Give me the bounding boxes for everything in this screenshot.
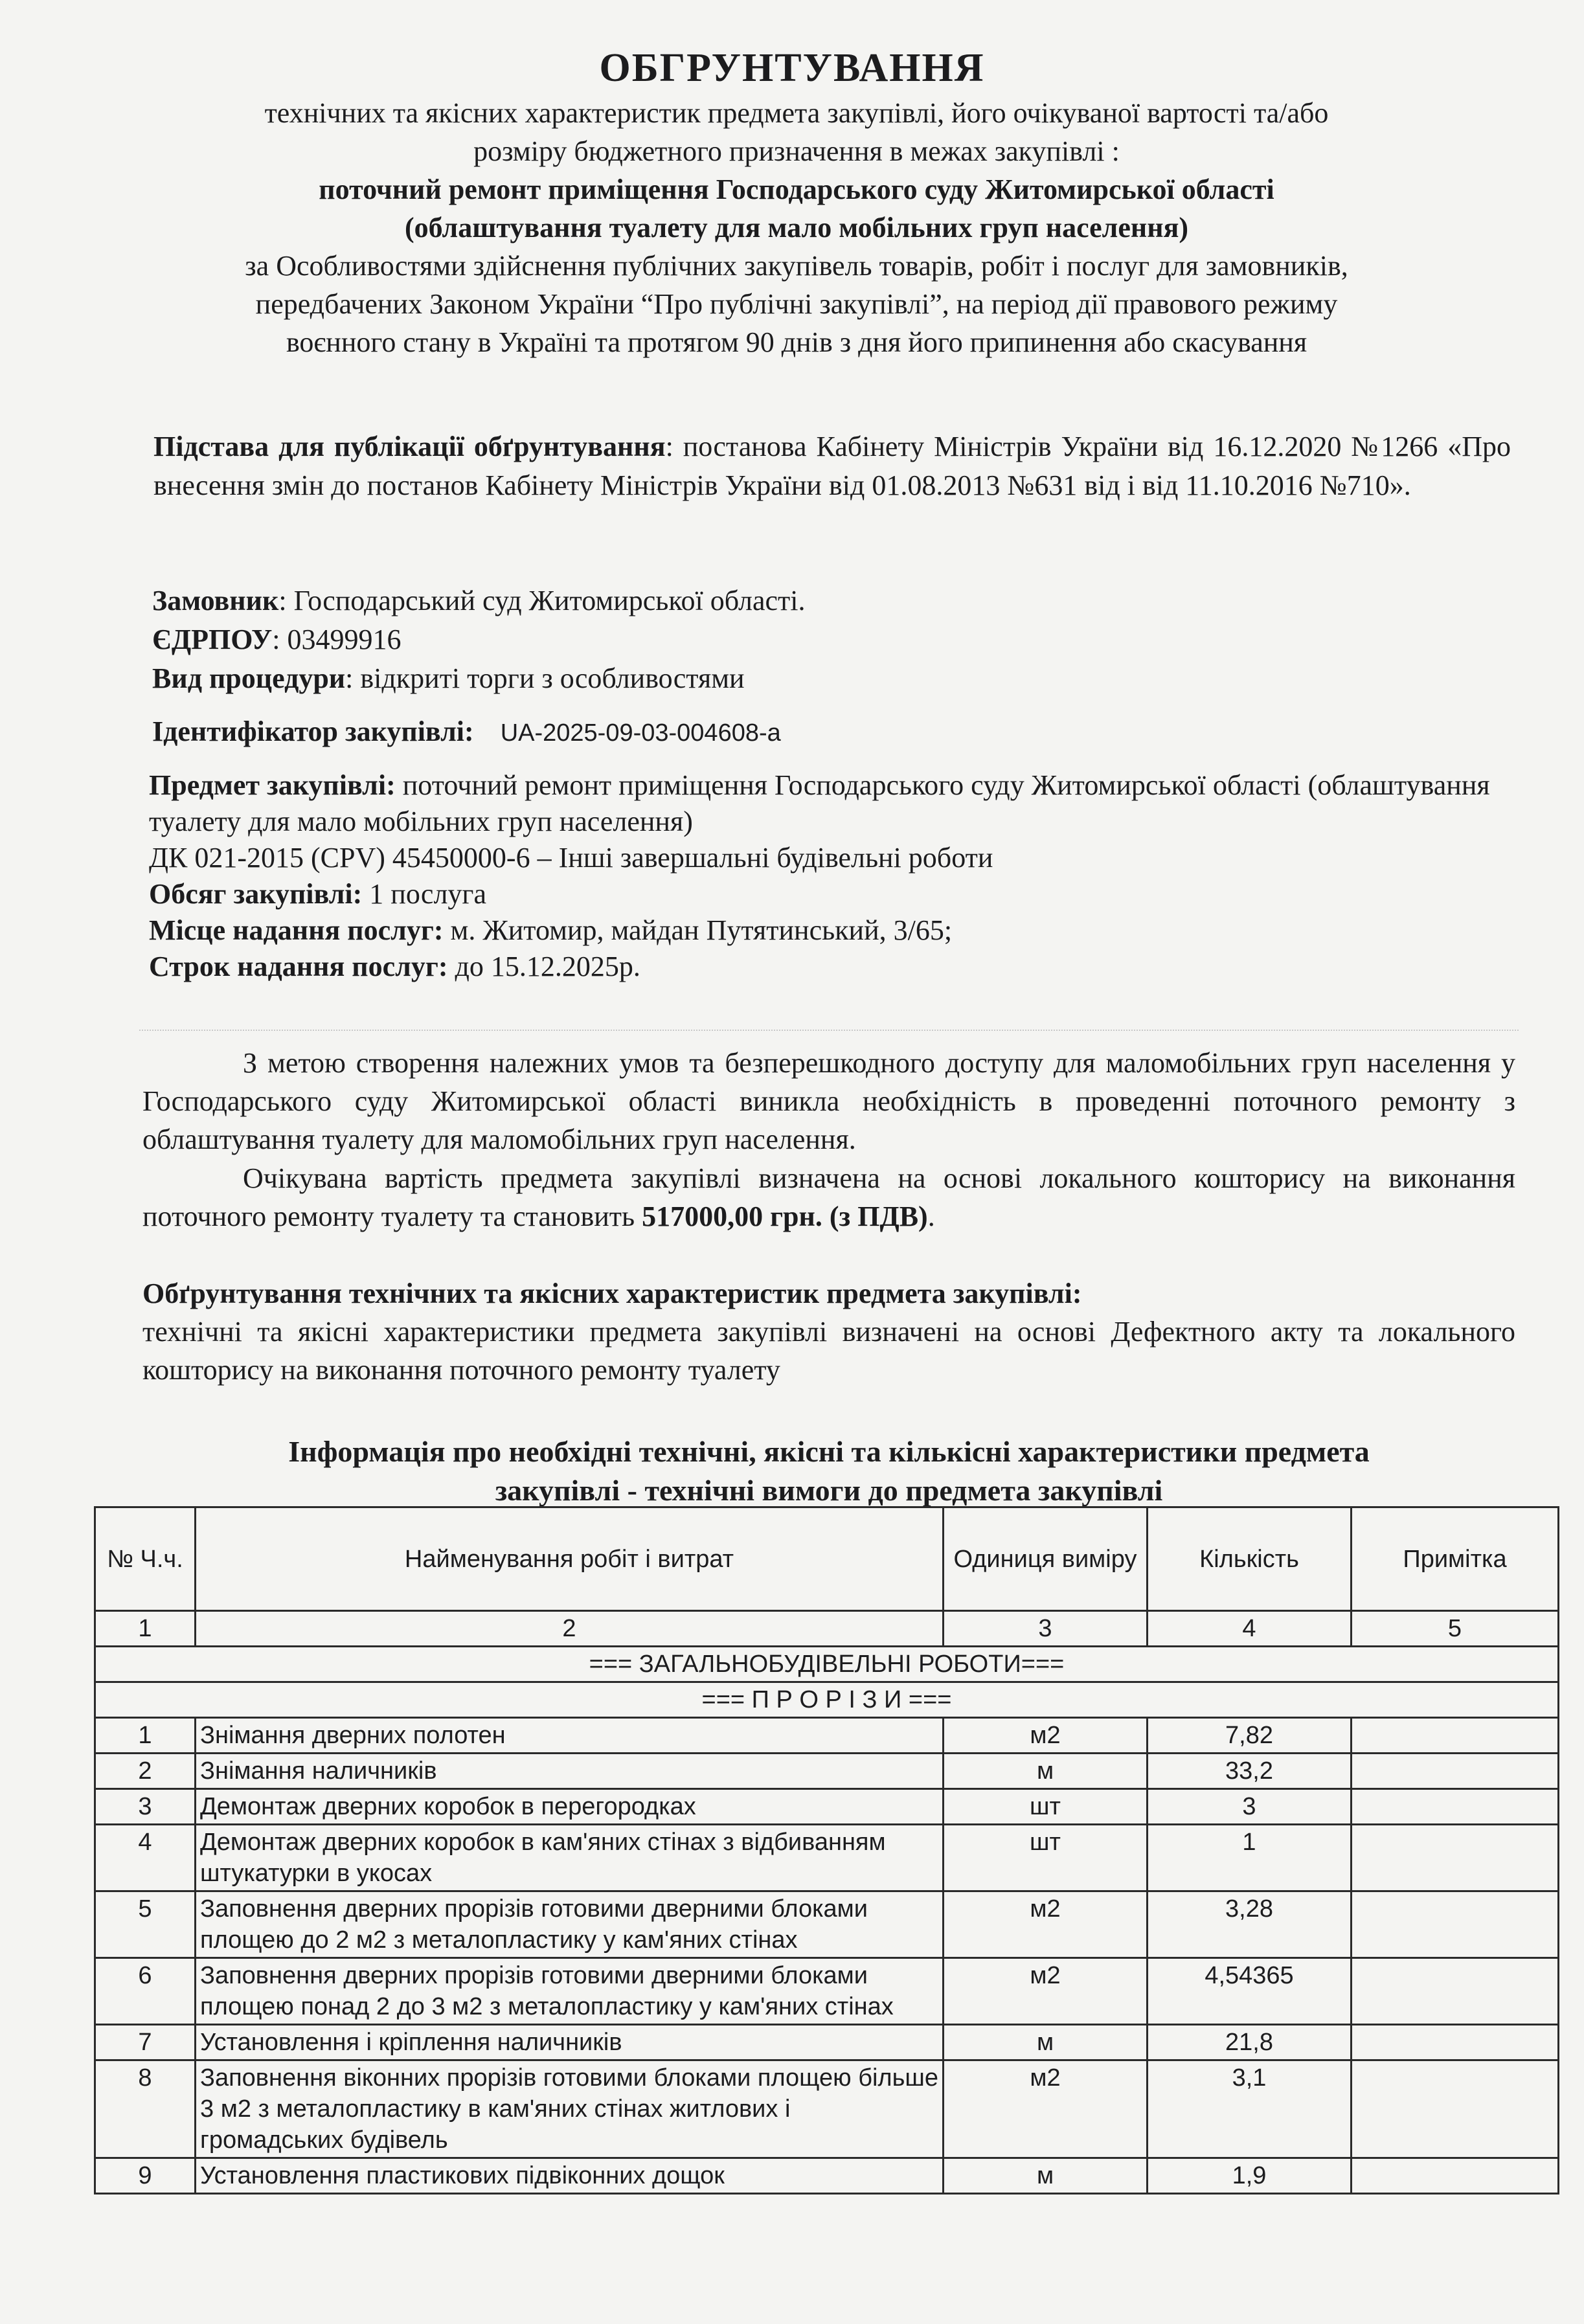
term-value: до 15.12.2025р.: [447, 951, 640, 982]
identifier-label: Ідентифікатор закупівлі:: [152, 716, 474, 747]
header-subject-line-2: (облаштування туалету для мало мобільних груп населення): [404, 212, 1189, 243]
col-number-1: 1: [95, 1611, 196, 1647]
place-line: [149, 912, 1515, 949]
row-unit: м2: [944, 1891, 1148, 1958]
row-qty: 3,1: [1148, 2060, 1352, 2158]
row-name: Демонтаж дверних коробок в кам'яних стінах з відбиванням штукатурки в укосах: [196, 1825, 944, 1891]
subject-info: [149, 767, 1515, 985]
header-unit: Одиниця виміру: [944, 1507, 1148, 1611]
row-number: 6: [95, 1958, 196, 2025]
justification-block: [142, 1274, 1515, 1389]
row-qty: 3: [1148, 1789, 1352, 1825]
term-line: [149, 949, 1515, 985]
section-row: [95, 1682, 1559, 1718]
volume-value: 1 послуга: [362, 878, 486, 910]
table-title-line-1: Інформація про необхідні технічні, якісні та кількісні характеристики предмета: [288, 1435, 1370, 1468]
row-qty: 1,9: [1148, 2158, 1352, 2194]
header-line-1: технічних та якісних характеристик предмета закупівлі, його очікуваної вартості та/або: [264, 97, 1329, 129]
row-number: 7: [95, 2025, 196, 2060]
row-note: [1352, 1789, 1559, 1825]
section-openings: === П Р О Р І З И ===: [95, 1682, 1559, 1718]
row-note: [1352, 1754, 1559, 1789]
procedure-label: Вид процедури: [152, 662, 346, 694]
table-row: [95, 1754, 1559, 1789]
subject-line: [149, 767, 1515, 840]
row-note: [1352, 2025, 1559, 2060]
table-row: [95, 1718, 1559, 1754]
header-num: № Ч.ч.: [95, 1507, 196, 1611]
identifier-line: [152, 712, 1512, 752]
basis-paragraph: [153, 427, 1511, 505]
row-qty: 1: [1148, 1825, 1352, 1891]
row-name: Знімання дверних полотен: [196, 1718, 944, 1754]
procedure-value: : відкриті торги з особливостями: [345, 662, 745, 694]
term-label: Строк надання послуг:: [149, 951, 448, 982]
row-unit: м2: [944, 2060, 1148, 2158]
col-number-5: 5: [1352, 1611, 1559, 1647]
section-general: === ЗАГАЛЬНОБУДІВЕЛЬНІ РОБОТИ===: [95, 1647, 1559, 1682]
basis-text: : постанова Кабінету Міністрів України від 16.12.2020 №1266 «Про внесення змін до постанов Кабінету Міністрів України від 01.08.2013 №631 від і від 11.10.2016 №710».: [153, 431, 1511, 501]
header-line-4: передбачених Законом України “Про публічні закупівлі”, на період дії правового режиму: [255, 288, 1338, 320]
place-value: м. Житомир, майдан Путятинський, 3/65;: [443, 914, 953, 946]
row-number: 3: [95, 1789, 196, 1825]
table-title-line-2: закупівлі - технічні вимоги до предмета закупівлі: [495, 1474, 1163, 1507]
place-label: Місце надання послуг:: [149, 914, 444, 946]
row-unit: м2: [944, 1958, 1148, 2025]
subject-dk: ДК 021-2015 (CPV) 45450000-6 – Інші завершальні будівельні роботи: [149, 842, 993, 874]
col-number-3: 3: [944, 1611, 1148, 1647]
row-unit: м: [944, 2158, 1148, 2194]
cost-text: Очікувана вартість предмета закупівлі визначена на основі локального кошторису на виконання поточного ремонту туалету та становить: [142, 1162, 1515, 1232]
row-number: 5: [95, 1891, 196, 1958]
header-line-3: за Особливостями здійснення публічних закупівель товарів, робіт і послуг для замовників,: [245, 250, 1348, 282]
row-note: [1352, 1958, 1559, 2025]
subject-value: поточний ремонт приміщення Господарського суду Житомирської області (облаштування туалету для мало мобільних груп населення): [149, 769, 1490, 837]
justification-heading: Обґрунтування технічних та якісних характеристик предмета закупівлі:: [142, 1278, 1082, 1309]
row-note: [1352, 1718, 1559, 1754]
edrpou-line: [152, 620, 1512, 659]
cost-amount: 517000,00 грн. (з ПДВ): [642, 1201, 928, 1232]
customer-value: : Господарський суд Житомирської області.: [278, 585, 806, 616]
row-name: Установлення і кріплення наличників: [196, 2025, 944, 2060]
header-name: Найменування робіт і витрат: [196, 1507, 944, 1611]
column-number-row: [95, 1611, 1559, 1647]
table-row: [95, 1825, 1559, 1891]
row-unit: м: [944, 2025, 1148, 2060]
header-line-5: воєнного стану в Україні та протягом 90 днів з дня його припинення або скасування: [286, 326, 1307, 358]
row-note: [1352, 1825, 1559, 1891]
header-qty: Кількість: [1148, 1507, 1352, 1611]
divider: [139, 1030, 1519, 1031]
spec-table: [94, 1506, 1559, 2194]
row-name: Заповнення дверних прорізів готовими дверними блоками площею до 2 м2 з металопластику у кам'яних стінах: [196, 1891, 944, 1958]
section-row: [95, 1647, 1559, 1682]
procedure-line: [152, 659, 1512, 698]
edrpou-label: ЄДРПОУ: [152, 624, 273, 655]
row-qty: 21,8: [1148, 2025, 1352, 2060]
col-number-2: 2: [196, 1611, 944, 1647]
table-row: [95, 2025, 1559, 2060]
volume-line: [149, 876, 1515, 912]
row-unit: м2: [944, 1718, 1148, 1754]
row-name: Демонтаж дверних коробок в перегородках: [196, 1789, 944, 1825]
customer-label: Замовник: [152, 585, 279, 616]
row-number: 4: [95, 1825, 196, 1891]
paragraph-cost: [142, 1159, 1515, 1235]
row-qty: 3,28: [1148, 1891, 1352, 1958]
row-qty: 33,2: [1148, 1754, 1352, 1789]
row-qty: 4,54365: [1148, 1958, 1352, 2025]
row-number: 2: [95, 1754, 196, 1789]
col-number-4: 4: [1148, 1611, 1352, 1647]
edrpou-value: : 03499916: [272, 624, 402, 655]
table-row: [95, 1789, 1559, 1825]
row-number: 1: [95, 1718, 196, 1754]
customer-line: [152, 581, 1512, 620]
table-row: [95, 2158, 1559, 2194]
justification-text: технічні та якісні характеристики предмета закупівлі визначені на основі Дефектного акту та локального кошторису на виконання поточного ремонту туалету: [142, 1316, 1515, 1386]
header-line-2: розміру бюджетного призначення в межах закупівлі :: [473, 135, 1120, 167]
row-unit: м: [944, 1754, 1148, 1789]
document-title: ОБГРУНТУВАННЯ: [599, 46, 985, 90]
row-note: [1352, 1891, 1559, 1958]
table-header-row: [95, 1507, 1559, 1611]
row-note: [1352, 2158, 1559, 2194]
header-note: Примітка: [1352, 1507, 1559, 1611]
table-title: [142, 1432, 1515, 1510]
row-unit: шт: [944, 1789, 1148, 1825]
customer-info: [152, 581, 1512, 698]
row-number: 8: [95, 2060, 196, 2158]
table-row: [95, 1891, 1559, 1958]
identifier-value: UA-2025-09-03-004608-a: [500, 719, 781, 747]
row-name: Заповнення дверних прорізів готовими дверними блоками площею понад 2 до 3 м2 з металопластику у кам'яних стінах: [196, 1958, 944, 2025]
subject-label: Предмет закупівлі:: [149, 769, 396, 801]
basis-label: Підстава для публікації обґрунтування: [153, 431, 666, 462]
header-subject-line-1: поточний ремонт приміщення Господарського суду Житомирської області: [319, 174, 1274, 205]
row-note: [1352, 2060, 1559, 2158]
volume-label: Обсяг закупівлі:: [149, 878, 363, 910]
row-number: 9: [95, 2158, 196, 2194]
table-row: [95, 2060, 1559, 2158]
document-header: [149, 94, 1444, 361]
row-qty: 7,82: [1148, 1718, 1352, 1754]
table-body: [95, 1611, 1559, 2194]
table-row: [95, 1958, 1559, 2025]
row-unit: шт: [944, 1825, 1148, 1891]
paragraph-purpose: З метою створення належних умов та безперешкодного доступу для маломобільних груп населення у Господарського суду Житомирської області виникла необхідність в проведенні поточного ремонту з облаштування туалету для маломобільних груп населення.: [142, 1047, 1515, 1155]
row-name: Знімання наличників: [196, 1754, 944, 1789]
row-name: Заповнення віконних прорізів готовими блоками площею більше 3 м2 з металопластику в кам'яних стінах житлових і громадських будівель: [196, 2060, 944, 2158]
row-name: Установлення пластикових підвіконних дощок: [196, 2158, 944, 2194]
cost-end: .: [927, 1201, 935, 1232]
